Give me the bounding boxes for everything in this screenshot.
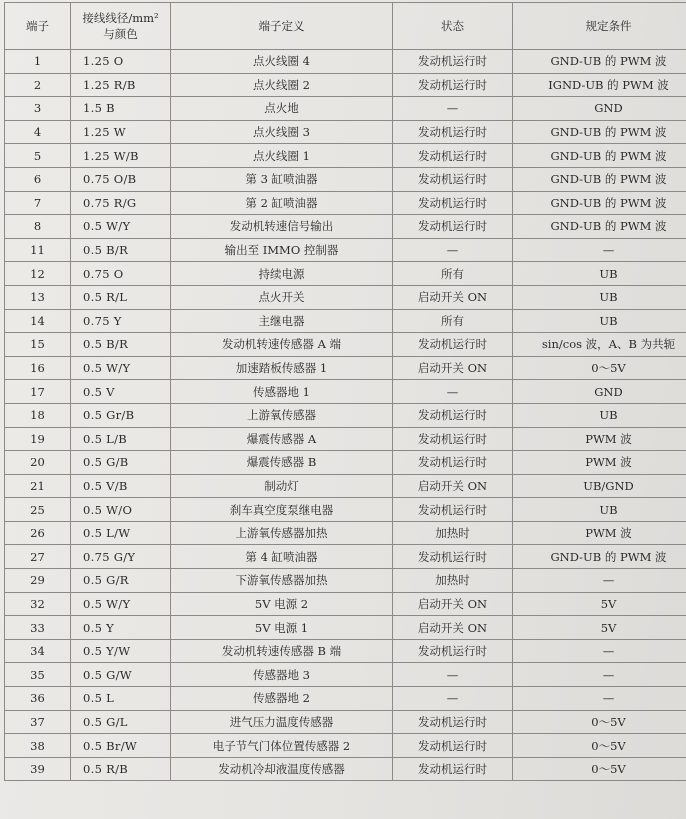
wire-cell: 0.75 R/G — [71, 191, 171, 215]
terminal-cell: 34 — [5, 639, 71, 663]
table-row — [5, 215, 686, 239]
wire-cell: 0.5 Y — [71, 616, 171, 640]
terminal-cell: 3 — [5, 97, 71, 121]
terminal-cell: 8 — [5, 215, 71, 239]
definition-cell: 第 3 缸喷油器 — [171, 167, 393, 191]
condition-cell: 0～5V — [513, 757, 686, 781]
condition-cell: GND-UB 的 PWM 波 — [513, 167, 686, 191]
table-body — [5, 50, 686, 781]
definition-cell: 第 2 缸喷油器 — [171, 191, 393, 215]
condition-cell: GND-UB 的 PWM 波 — [513, 191, 686, 215]
table-row — [5, 569, 686, 593]
table-row — [5, 474, 686, 498]
state-cell: 发动机运行时 — [393, 144, 513, 168]
terminal-cell: 14 — [5, 309, 71, 333]
definition-cell: 点火线圈 3 — [171, 120, 393, 144]
condition-cell: GND-UB 的 PWM 波 — [513, 545, 686, 569]
state-cell: 启动开关 ON — [393, 356, 513, 380]
state-cell: 发动机运行时 — [393, 120, 513, 144]
definition-cell: 发动机冷却液温度传感器 — [171, 757, 393, 781]
state-cell: 发动机运行时 — [393, 734, 513, 758]
condition-cell: 5V — [513, 616, 686, 640]
state-cell: 启动开关 ON — [393, 592, 513, 616]
wire-cell: 0.75 O — [71, 262, 171, 286]
terminal-cell: 18 — [5, 403, 71, 427]
definition-cell: 发动机转速信号输出 — [171, 215, 393, 239]
definition-cell: 电子节气门体位置传感器 2 — [171, 734, 393, 758]
wire-cell: 0.5 W/Y — [71, 215, 171, 239]
terminal-cell: 39 — [5, 757, 71, 781]
terminal-cell: 37 — [5, 710, 71, 734]
definition-cell: 制动灯 — [171, 474, 393, 498]
terminal-cell: 19 — [5, 427, 71, 451]
wire-cell: 0.5 G/L — [71, 710, 171, 734]
state-cell: 发动机运行时 — [393, 73, 513, 97]
condition-cell: UB — [513, 285, 686, 309]
state-cell: 发动机运行时 — [393, 403, 513, 427]
table-row — [5, 616, 686, 640]
condition-cell: UB — [513, 403, 686, 427]
condition-cell: IGND-UB 的 PWM 波 — [513, 73, 686, 97]
wire-cell: 1.25 O — [71, 50, 171, 74]
header-state: 状态 — [393, 3, 513, 50]
condition-cell: — — [513, 639, 686, 663]
table-row — [5, 238, 686, 262]
definition-cell: 点火开关 — [171, 285, 393, 309]
wire-cell: 0.5 L/B — [71, 427, 171, 451]
table-row — [5, 757, 686, 781]
condition-cell: 0～5V — [513, 710, 686, 734]
table-header — [5, 3, 686, 50]
definition-cell: 5V 电源 1 — [171, 616, 393, 640]
definition-cell: 主继电器 — [171, 309, 393, 333]
terminal-cell: 20 — [5, 451, 71, 475]
terminal-cell: 17 — [5, 380, 71, 404]
table-row — [5, 73, 686, 97]
definition-cell: 传感器地 1 — [171, 380, 393, 404]
condition-cell: GND — [513, 380, 686, 404]
condition-cell: sin/cos 波，A、B 为共轭 — [513, 333, 686, 357]
wire-cell: 0.5 R/L — [71, 285, 171, 309]
definition-cell: 点火线圈 2 — [171, 73, 393, 97]
table-row — [5, 309, 686, 333]
state-cell: 发动机运行时 — [393, 498, 513, 522]
terminal-cell: 25 — [5, 498, 71, 522]
terminal-cell: 16 — [5, 356, 71, 380]
wire-cell: 0.5 V — [71, 380, 171, 404]
terminal-cell: 38 — [5, 734, 71, 758]
state-cell: 加热时 — [393, 569, 513, 593]
definition-cell: 第 4 缸喷油器 — [171, 545, 393, 569]
wire-cell: 0.5 G/W — [71, 663, 171, 687]
state-cell: 加热时 — [393, 521, 513, 545]
table-row — [5, 592, 686, 616]
table-row — [5, 97, 686, 121]
definition-cell: 发动机转速传感器 B 端 — [171, 639, 393, 663]
definition-cell: 进气压力温度传感器 — [171, 710, 393, 734]
definition-cell: 上游氧传感器加热 — [171, 521, 393, 545]
wire-cell: 0.75 Y — [71, 309, 171, 333]
wire-cell: 0.5 R/B — [71, 757, 171, 781]
table-row — [5, 427, 686, 451]
condition-cell: PWM 波 — [513, 521, 686, 545]
definition-cell: 爆震传感器 A — [171, 427, 393, 451]
condition-cell: PWM 波 — [513, 451, 686, 475]
condition-cell: 0～5V — [513, 734, 686, 758]
wire-cell: 0.75 G/Y — [71, 545, 171, 569]
header-terminal: 端子 — [5, 3, 71, 50]
state-cell: 发动机运行时 — [393, 451, 513, 475]
terminal-cell: 21 — [5, 474, 71, 498]
terminal-cell: 4 — [5, 120, 71, 144]
wire-cell: 1.25 W — [71, 120, 171, 144]
table-row — [5, 498, 686, 522]
condition-cell: UB — [513, 262, 686, 286]
table-row — [5, 403, 686, 427]
state-cell: — — [393, 663, 513, 687]
wire-cell: 0.5 L/W — [71, 521, 171, 545]
state-cell: — — [393, 380, 513, 404]
state-cell: 启动开关 ON — [393, 285, 513, 309]
wire-cell: 0.5 V/B — [71, 474, 171, 498]
condition-cell: — — [513, 687, 686, 711]
definition-cell: 点火线圈 4 — [171, 50, 393, 74]
definition-cell: 刹车真空度泵继电器 — [171, 498, 393, 522]
condition-cell: UB — [513, 498, 686, 522]
terminal-cell: 15 — [5, 333, 71, 357]
state-cell: 发动机运行时 — [393, 545, 513, 569]
wire-cell: 1.25 R/B — [71, 73, 171, 97]
header-wire — [71, 3, 171, 50]
state-cell: 所有 — [393, 262, 513, 286]
terminal-cell: 11 — [5, 238, 71, 262]
condition-cell: PWM 波 — [513, 427, 686, 451]
table-row — [5, 663, 686, 687]
condition-cell: UB — [513, 309, 686, 333]
definition-cell: 5V 电源 2 — [171, 592, 393, 616]
state-cell: 发动机运行时 — [393, 50, 513, 74]
table-row — [5, 710, 686, 734]
condition-cell: UB/GND — [513, 474, 686, 498]
terminal-cell: 12 — [5, 262, 71, 286]
definition-cell: 持续电源 — [171, 262, 393, 286]
table-row — [5, 521, 686, 545]
state-cell: 发动机运行时 — [393, 427, 513, 451]
state-cell: 启动开关 ON — [393, 474, 513, 498]
state-cell: 发动机运行时 — [393, 333, 513, 357]
wire-cell: 0.5 B/R — [71, 238, 171, 262]
table-row — [5, 734, 686, 758]
header-wire-line2: 与颜色 — [103, 27, 138, 41]
wire-cell: 1.5 B — [71, 97, 171, 121]
terminal-cell: 35 — [5, 663, 71, 687]
state-cell: 发动机运行时 — [393, 215, 513, 239]
wire-cell: 0.5 W/O — [71, 498, 171, 522]
terminal-cell: 5 — [5, 144, 71, 168]
table-row — [5, 639, 686, 663]
definition-cell: 下游氧传感器加热 — [171, 569, 393, 593]
condition-cell: GND-UB 的 PWM 波 — [513, 144, 686, 168]
terminal-cell: 32 — [5, 592, 71, 616]
terminal-cell: 27 — [5, 545, 71, 569]
table-row — [5, 144, 686, 168]
terminal-cell: 2 — [5, 73, 71, 97]
definition-cell: 输出至 IMMO 控制器 — [171, 238, 393, 262]
definition-cell: 爆震传感器 B — [171, 451, 393, 475]
wire-cell: 0.5 B/R — [71, 333, 171, 357]
table-row — [5, 687, 686, 711]
table-row — [5, 451, 686, 475]
table-row — [5, 120, 686, 144]
table-row — [5, 545, 686, 569]
terminal-cell: 6 — [5, 167, 71, 191]
terminal-cell: 29 — [5, 569, 71, 593]
table-row — [5, 191, 686, 215]
terminal-cell: 26 — [5, 521, 71, 545]
terminal-table — [4, 2, 686, 781]
wire-cell: 0.5 G/R — [71, 569, 171, 593]
condition-cell: GND-UB 的 PWM 波 — [513, 120, 686, 144]
terminal-cell: 13 — [5, 285, 71, 309]
wire-cell: 0.75 O/B — [71, 167, 171, 191]
definition-cell: 加速踏板传感器 1 — [171, 356, 393, 380]
condition-cell: — — [513, 238, 686, 262]
state-cell: 启动开关 ON — [393, 616, 513, 640]
wire-cell: 1.25 W/B — [71, 144, 171, 168]
wire-cell: 0.5 Y/W — [71, 639, 171, 663]
condition-cell: — — [513, 569, 686, 593]
wire-cell: 0.5 Br/W — [71, 734, 171, 758]
table-row — [5, 167, 686, 191]
header-wire-line1: 接线线径/mm² — [82, 11, 159, 25]
terminal-cell: 1 — [5, 50, 71, 74]
table-row — [5, 380, 686, 404]
table-row — [5, 285, 686, 309]
wire-cell: 0.5 L — [71, 687, 171, 711]
definition-cell: 传感器地 3 — [171, 663, 393, 687]
state-cell: 发动机运行时 — [393, 757, 513, 781]
state-cell: 发动机运行时 — [393, 710, 513, 734]
state-cell: 发动机运行时 — [393, 639, 513, 663]
table-row — [5, 50, 686, 74]
definition-cell: 点火地 — [171, 97, 393, 121]
condition-cell: GND-UB 的 PWM 波 — [513, 50, 686, 74]
terminal-cell: 7 — [5, 191, 71, 215]
wire-cell: 0.5 W/Y — [71, 356, 171, 380]
state-cell: — — [393, 238, 513, 262]
definition-cell: 上游氧传感器 — [171, 403, 393, 427]
condition-cell: GND — [513, 97, 686, 121]
header-definition: 端子定义 — [171, 3, 393, 50]
condition-cell: GND-UB 的 PWM 波 — [513, 215, 686, 239]
definition-cell: 点火线圈 1 — [171, 144, 393, 168]
wire-cell: 0.5 Gr/B — [71, 403, 171, 427]
definition-cell: 传感器地 2 — [171, 687, 393, 711]
state-cell: 发动机运行时 — [393, 191, 513, 215]
condition-cell: 5V — [513, 592, 686, 616]
header-condition: 规定条件 — [513, 3, 686, 50]
definition-cell: 发动机转速传感器 A 端 — [171, 333, 393, 357]
terminal-cell: 36 — [5, 687, 71, 711]
table-row — [5, 333, 686, 357]
condition-cell: — — [513, 663, 686, 687]
condition-cell: 0～5V — [513, 356, 686, 380]
table-row — [5, 356, 686, 380]
wire-cell: 0.5 G/B — [71, 451, 171, 475]
terminal-cell: 33 — [5, 616, 71, 640]
table-row — [5, 262, 686, 286]
state-cell: 所有 — [393, 309, 513, 333]
state-cell: — — [393, 687, 513, 711]
wire-cell: 0.5 W/Y — [71, 592, 171, 616]
state-cell: — — [393, 97, 513, 121]
state-cell: 发动机运行时 — [393, 167, 513, 191]
